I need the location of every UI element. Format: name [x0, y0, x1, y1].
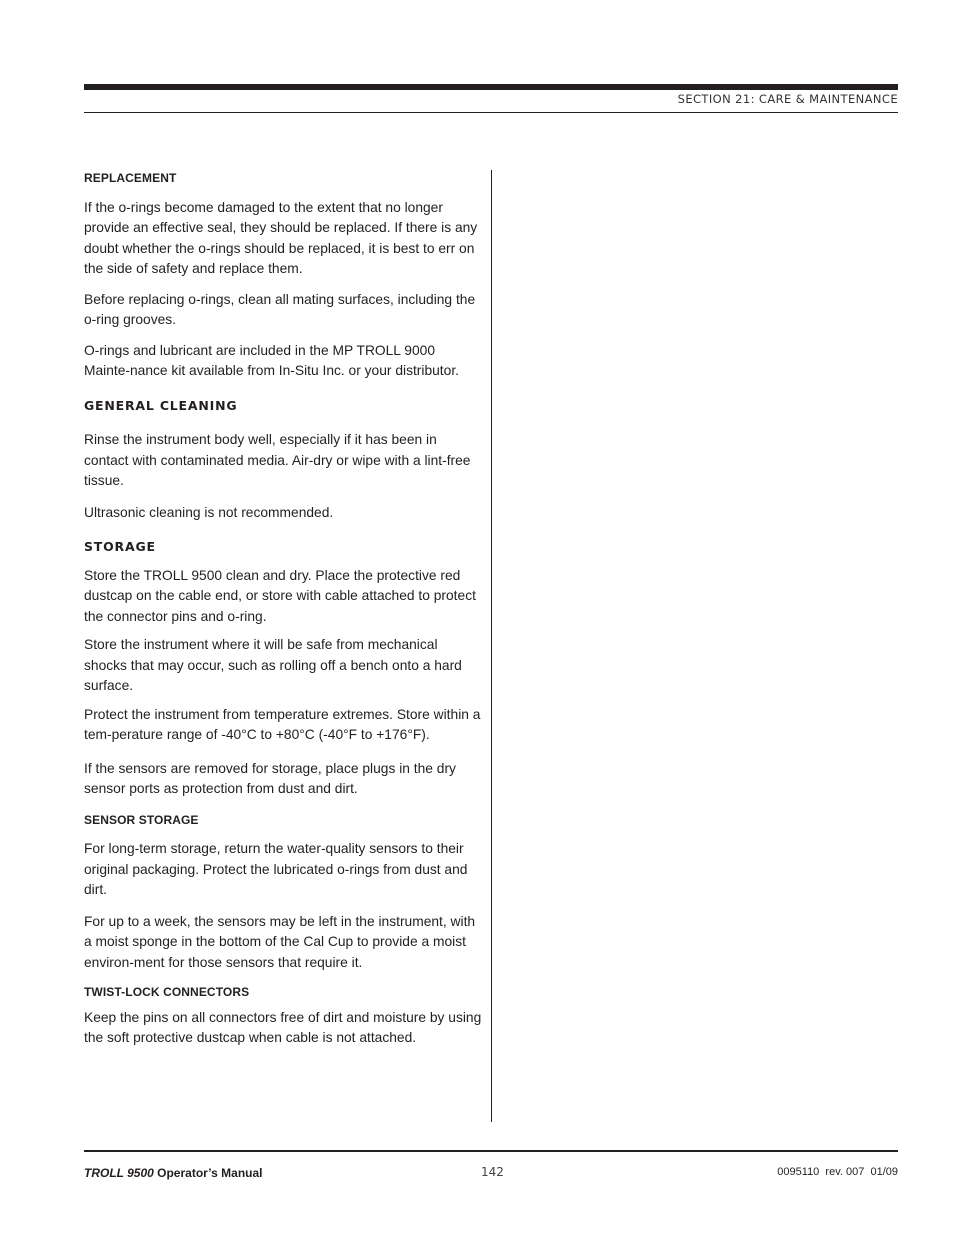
paragraph: Ultrasonic cleaning is not recommended.: [84, 504, 334, 520]
paragraph: For long-term storage, return the water-quality sensors to their original packaging. Protect the lubricated o-rings from dust and dirt.: [84, 841, 468, 897]
heading-general-cleaning: GENERAL CLEANING: [84, 397, 238, 413]
heading-replacement: REPLACEMENT: [84, 171, 177, 185]
page-number: 142: [481, 1165, 504, 1179]
paragraph: If the o-rings become damaged to the extent that no longer provide an effective seal, they should be replaced. If there is any doubt whether the o-rings should be replaced, it is best to err on the side of safety and replace them.: [84, 199, 478, 276]
footer-brand: TROLL 9500: [84, 1166, 154, 1180]
heading-sensor-storage: SENSOR STORAGE: [84, 812, 199, 827]
header-rule: [84, 112, 898, 113]
paragraph: Rinse the instrument body well, especially if it has been in contact with contaminated media. Air-dry or wipe with a lint-free tissue.: [84, 432, 471, 488]
document-id: 0095110 rev. 007 01/09: [777, 1166, 898, 1178]
paragraph: Store the instrument where it will be safe from mechanical shocks that may occur, such as rolling off a bench onto a hard surface.: [84, 637, 462, 693]
paragraph: If the sensors are removed for storage, place plugs in the dry sensor ports as protection from dust and dirt.: [84, 760, 456, 796]
paragraph: O-rings and lubricant are included in the MP TROLL 9000 Mainte-nance kit available from In-Situ Inc. or your distributor.: [84, 342, 459, 378]
heading-storage: STORAGE: [84, 539, 156, 554]
header-top-bar: [84, 84, 898, 90]
paragraph: Protect the instrument from temperature extremes. Store within a tem-perature range of -40°C to +80°C (-40°F to +176°F).: [84, 706, 481, 742]
footer-rule: [84, 1150, 898, 1152]
paragraph: Store the TROLL 9500 clean and dry. Place the protective red dustcap on the cable end, or store with cable attached to protect the connector pins and o-ring.: [84, 567, 476, 624]
paragraph: For up to a week, the sensors may be left in the instrument, with a moist sponge in the bottom of the Cal Cup to provide a moist environ-ment for those sensors that require it.: [84, 913, 476, 970]
column-divider: [491, 170, 492, 1122]
heading-twist-lock-connectors: TWIST-LOCK CONNECTORS: [84, 985, 250, 999]
footer-manual-label: Operator’s Manual: [153, 1166, 263, 1180]
paragraph: Before replacing o-rings, clean all mating surfaces, including the o-ring grooves.: [84, 291, 476, 327]
section-title: SECTION 21: CARE & MAINTENANCE: [677, 92, 898, 106]
footer-manual-title: [84, 1166, 263, 1180]
main-column: [84, 168, 484, 1049]
paragraph: Keep the pins on all connectors free of dirt and moisture by using the soft protective dustcap when cable is not attached.: [84, 1009, 482, 1045]
